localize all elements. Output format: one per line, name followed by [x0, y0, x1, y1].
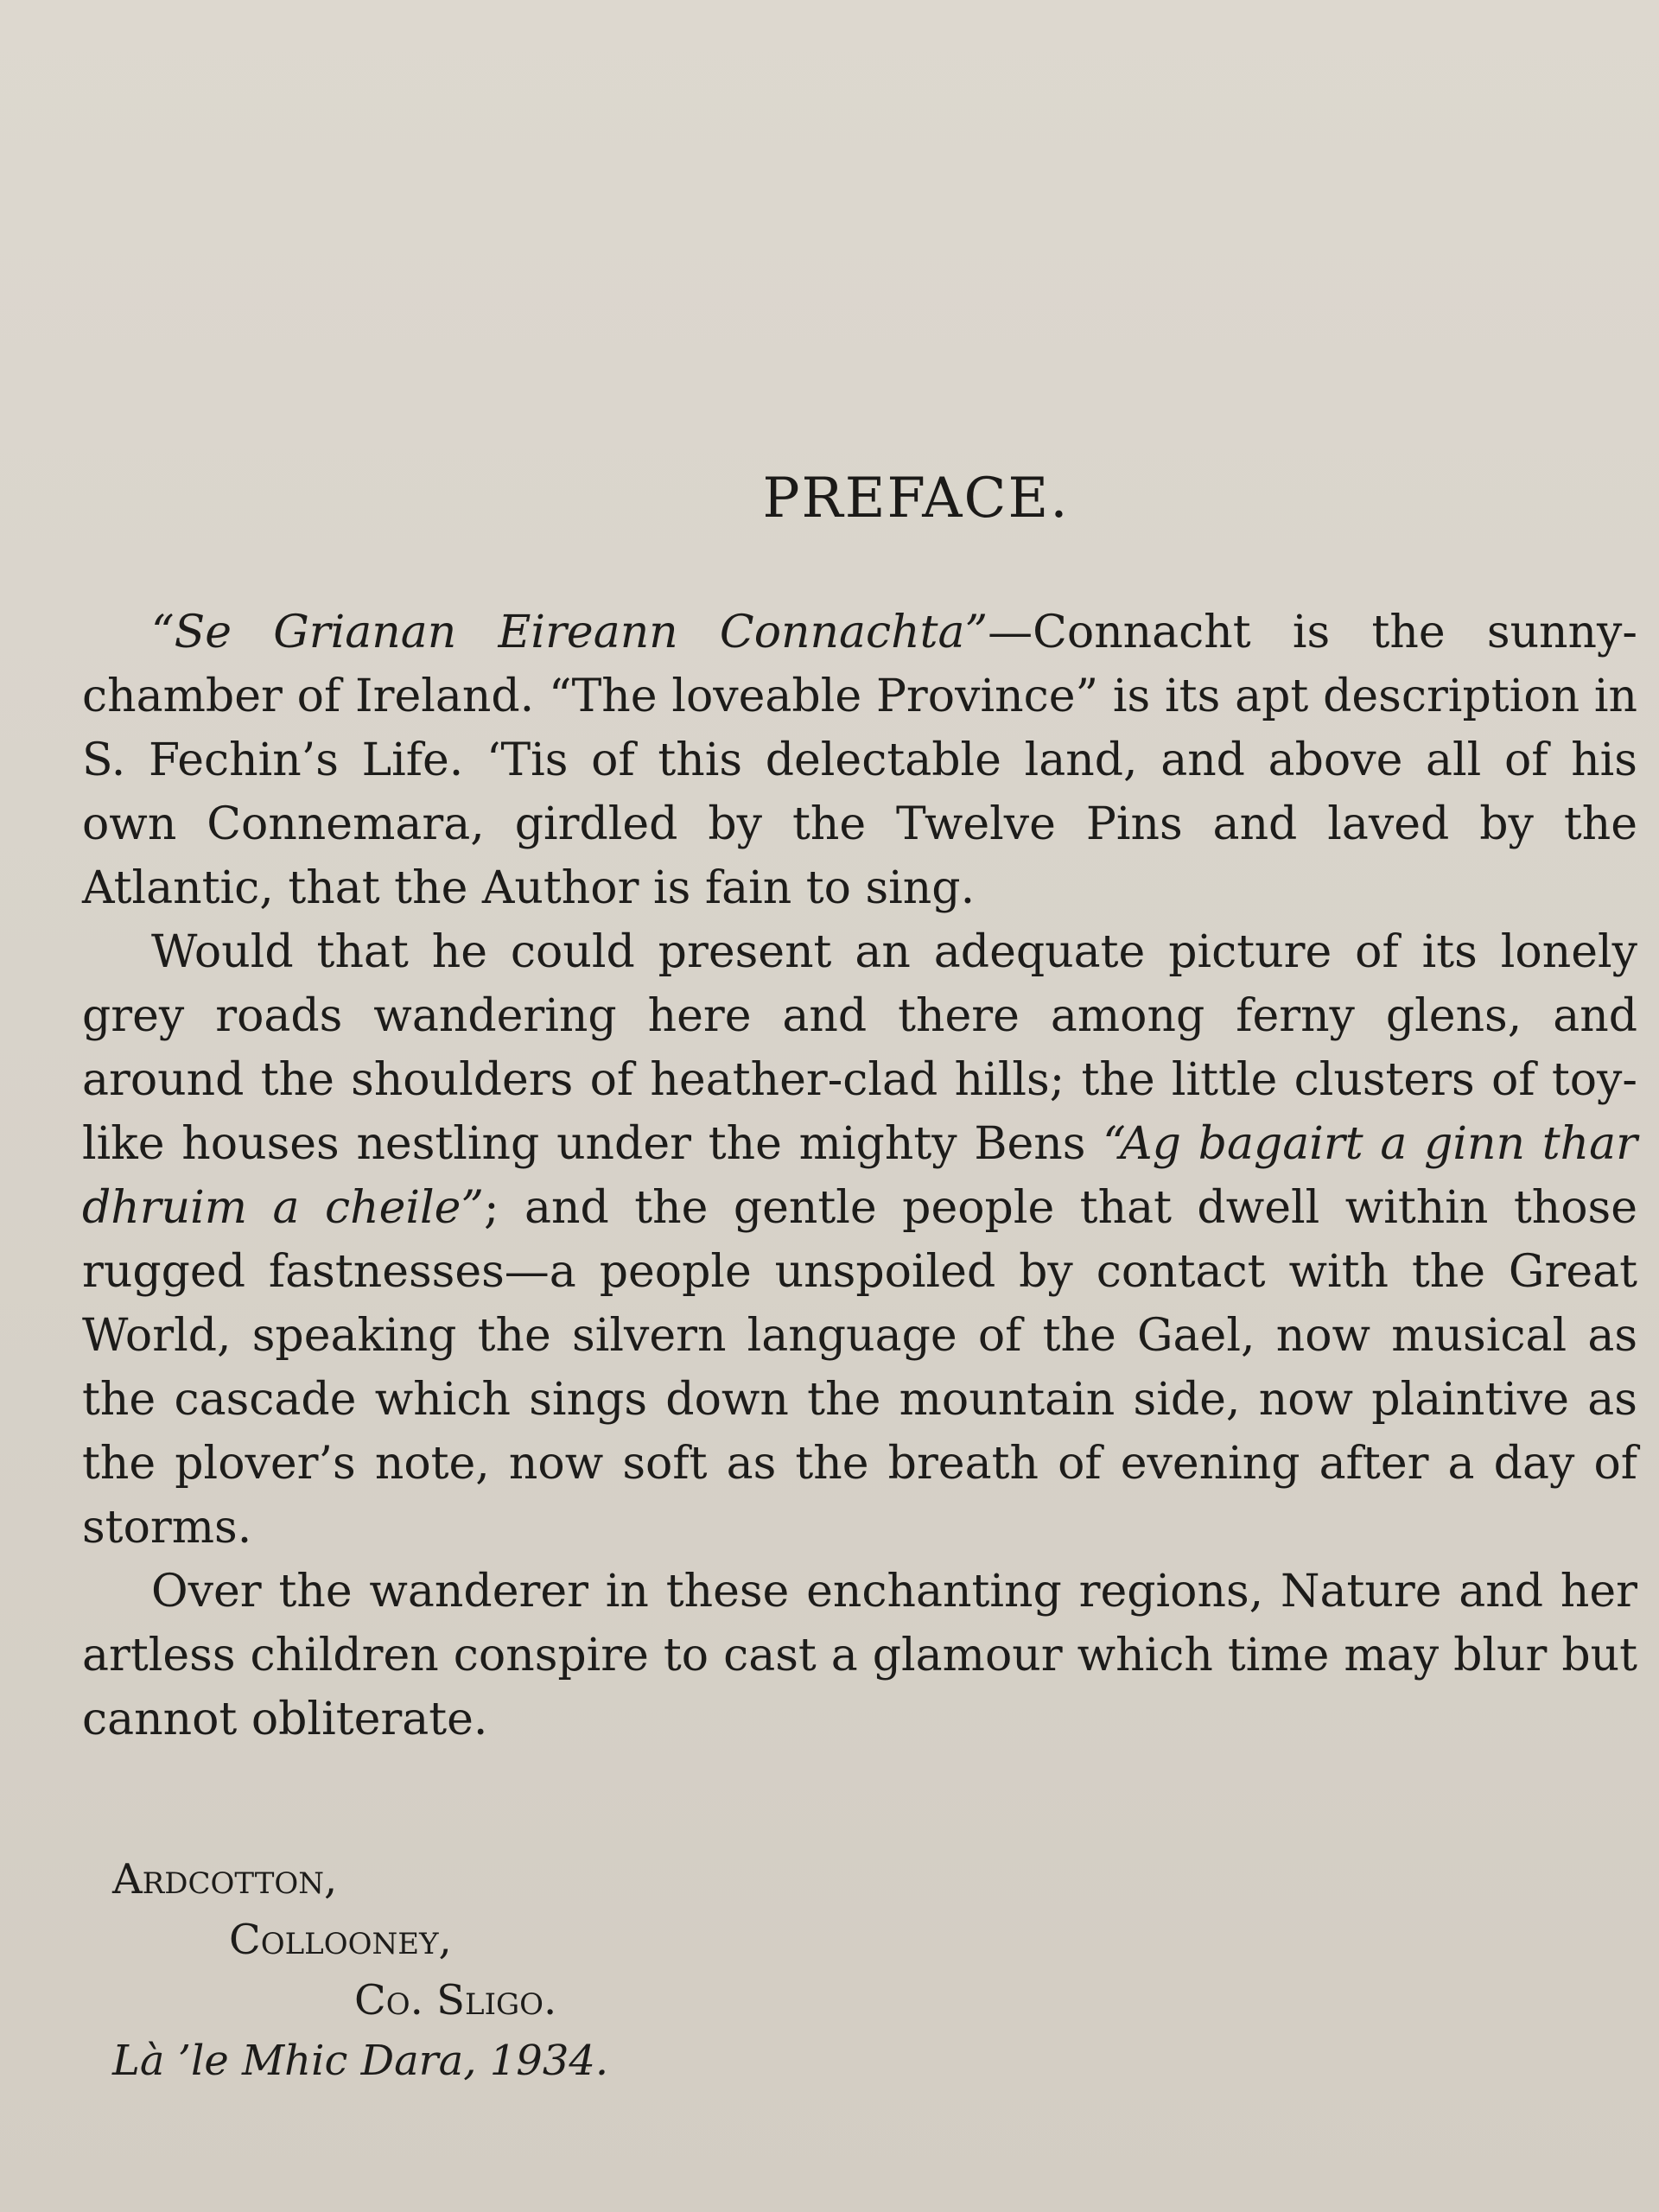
address-date: Là ’le Mhic Dara, 1934.: [112, 2037, 609, 2085]
address-line-1: Ardcotton,: [112, 1855, 338, 1904]
paragraph-2-text-a: Would that he could present an adequate picture of its lonely grey roads wandering here and there among ferny glens, and around the shoulders of heather-clad hills; the little clusters of toy-like houses nestling under the mighty Bens: [82, 926, 1637, 1170]
irish-proverb: “Se Grianan Eireann Connachta”: [151, 607, 988, 658]
irish-quotation: “Ag bagairt a ginn thar dhruim a cheile”: [82, 1118, 1638, 1234]
page-title: PREFACE.: [762, 467, 1070, 531]
preface-body: [82, 601, 1637, 1751]
paragraph-2: [82, 920, 1637, 1560]
paragraph-3: Over the wanderer in these enchanting regions, Nature and her artless children conspire to cast a glamour which time may blur but cannot obliterate.: [82, 1566, 1637, 1745]
paragraph-1: [82, 601, 1637, 920]
paragraph-1-text: —Connacht is the sunny-chamber of Ireland. “The loveable Province” is its apt description in S. Fechin’s Life. ‘Tis of this delectable land, and above all of his own Connemara, girdled by the Twelve Pins and laved by the Atlantic, that the Author is fain to sing.: [82, 607, 1637, 914]
paragraph-2-text-b: ; and the gentle people that dwell within those rugged fastnesses—a people unspoiled by contact with the Great World, speaking the silvern language of the Gael, now musical as the cascade which sings down the mountain side, now plaintive as the plover’s note, now soft as the breath of evening after a day of storms.: [82, 1182, 1637, 1554]
address-line-2: Collooney,: [229, 1916, 452, 1964]
address-line-3: Co. Sligo.: [354, 1976, 557, 2024]
signature-address: [112, 1849, 608, 2091]
